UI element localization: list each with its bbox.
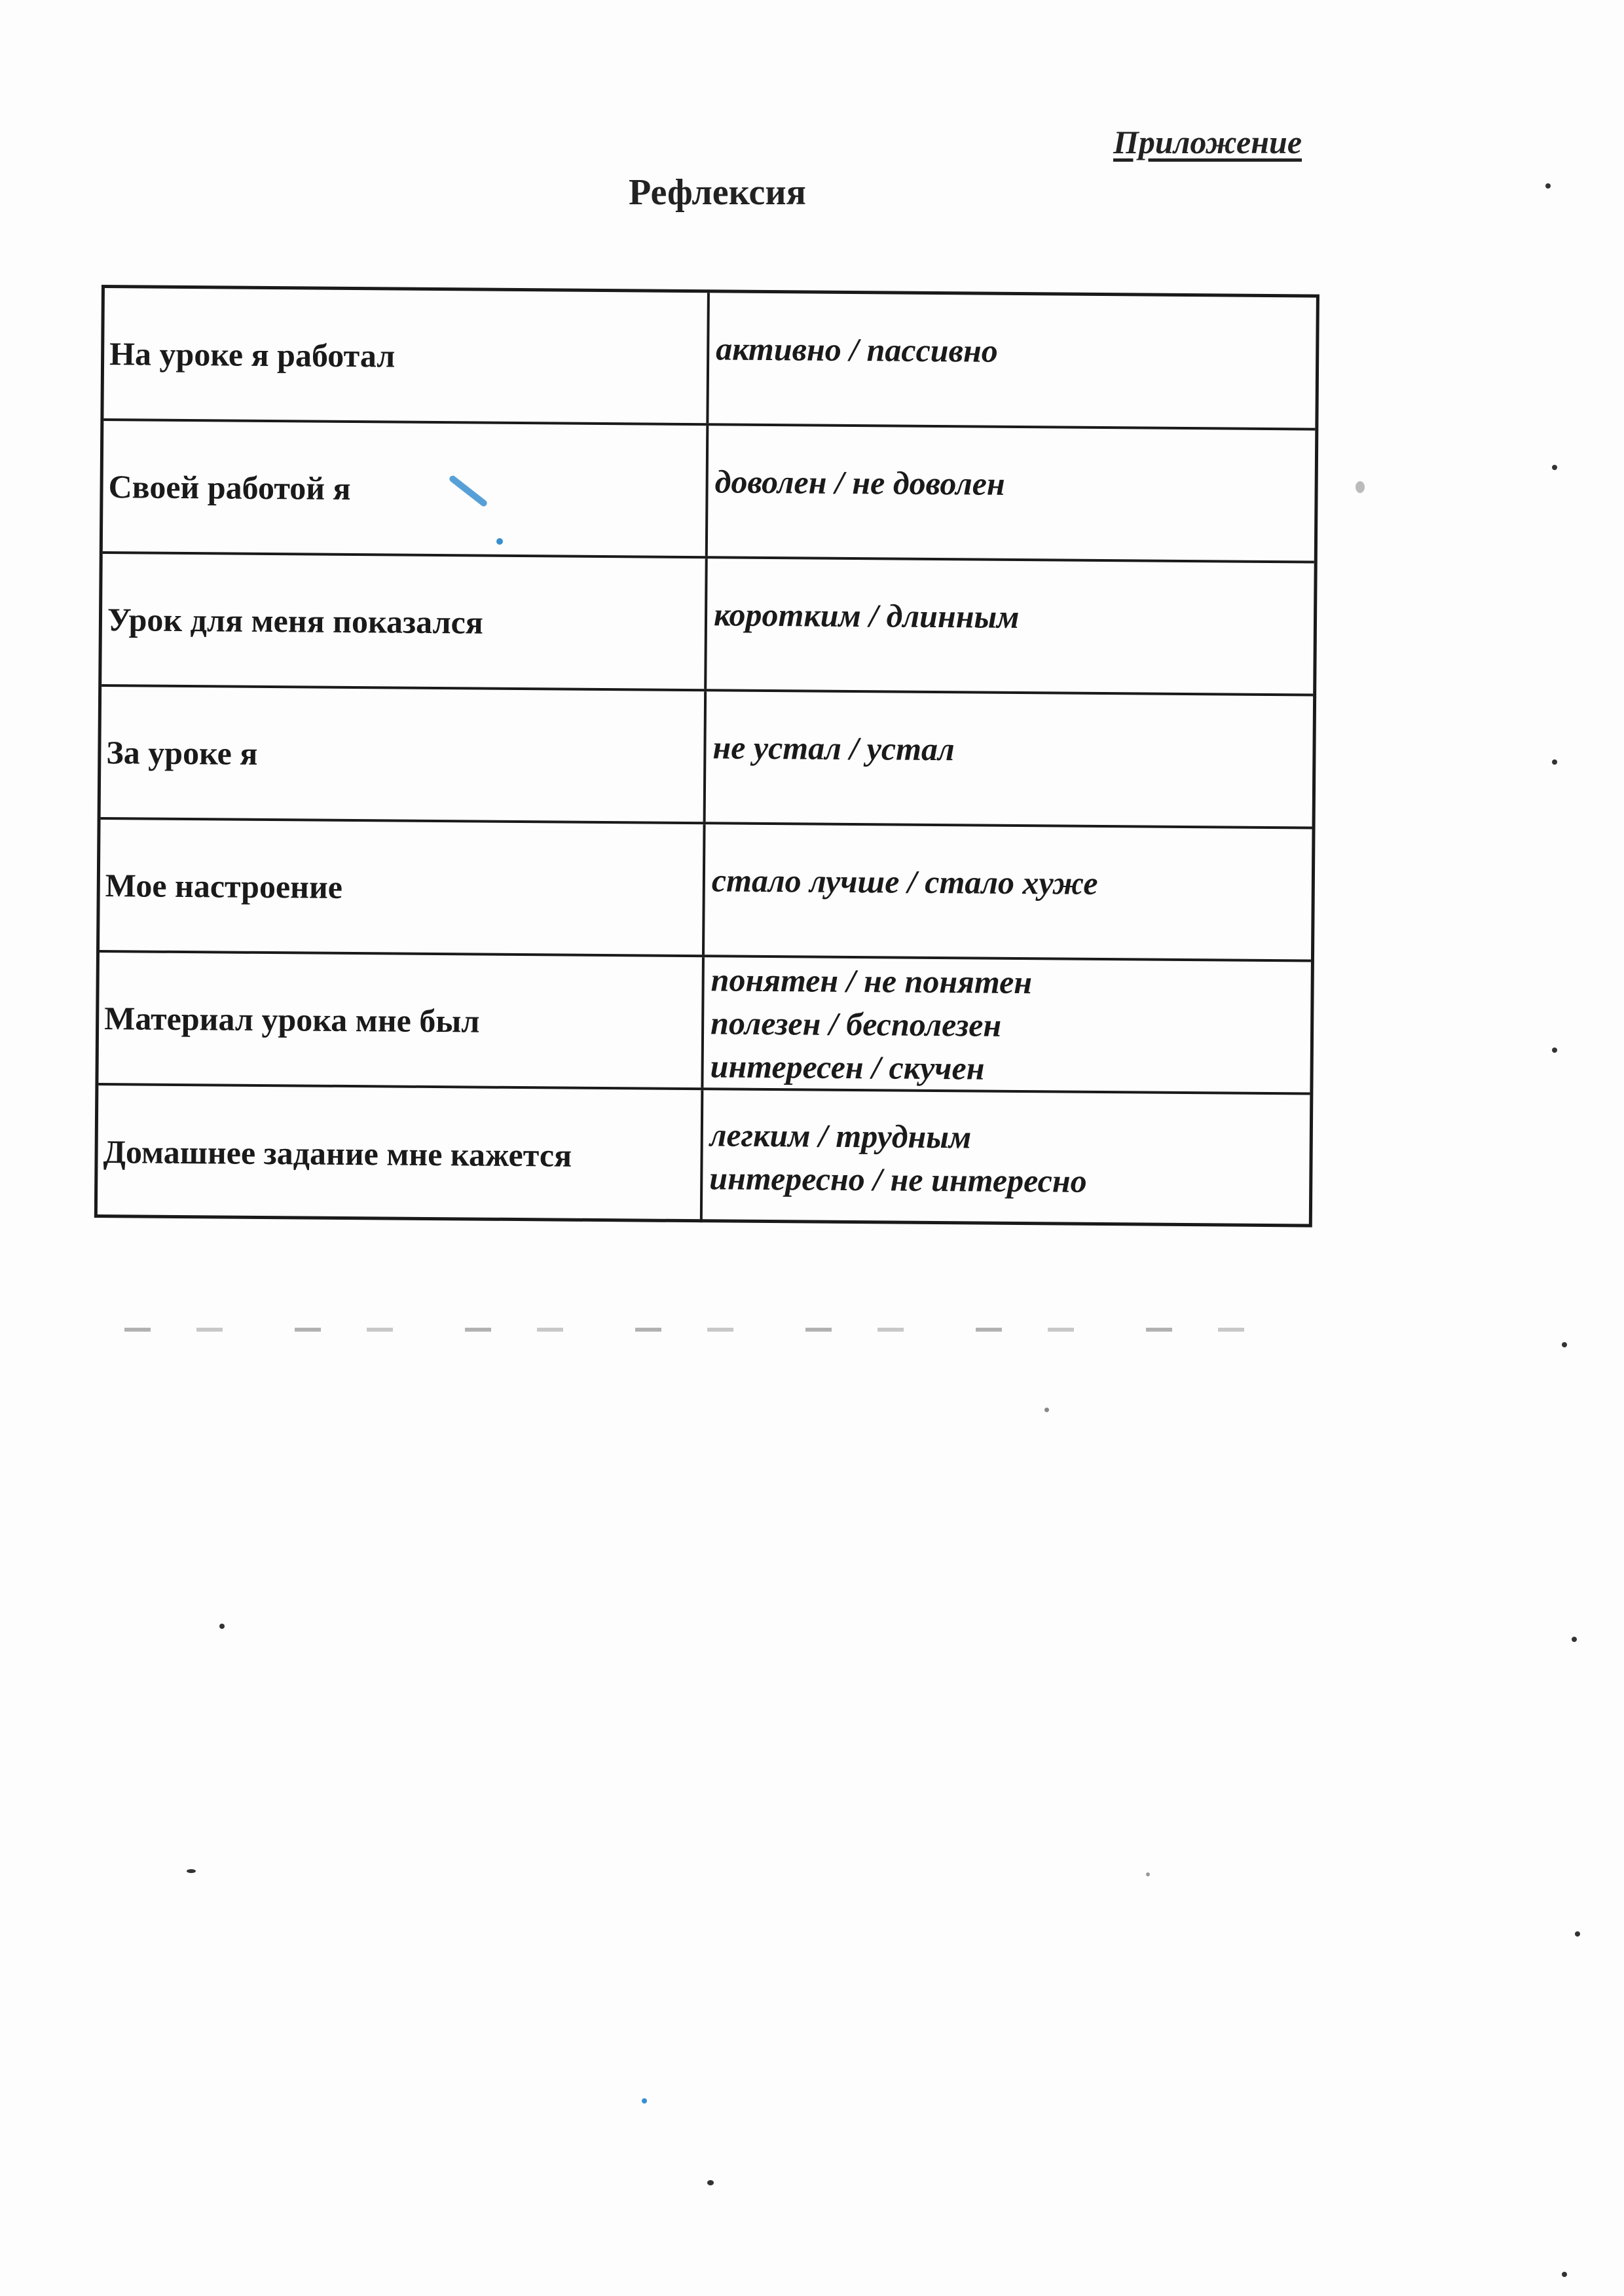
option-line: не устал / устал bbox=[712, 729, 955, 768]
option-line: стало лучше / стало хуже bbox=[711, 862, 1098, 902]
scan-artifact-line bbox=[124, 1328, 1303, 1332]
scan-speck bbox=[1552, 759, 1557, 765]
table-row bbox=[100, 820, 1312, 962]
scan-speck bbox=[1562, 1342, 1567, 1347]
option-line: активно / пассивно bbox=[716, 330, 998, 369]
page-title: Рефлексия bbox=[629, 172, 806, 213]
scan-speck bbox=[1552, 465, 1557, 470]
option-line: легким / трудным bbox=[709, 1116, 972, 1156]
scan-speck bbox=[1572, 1637, 1577, 1642]
column-divider bbox=[700, 1090, 704, 1222]
scan-speck bbox=[1356, 481, 1365, 493]
table-row bbox=[101, 687, 1314, 829]
scan-speck bbox=[1146, 1872, 1150, 1876]
prompt-cell: Материал урока мне был bbox=[103, 999, 480, 1040]
scan-speck bbox=[1044, 1408, 1049, 1412]
options-cell bbox=[710, 957, 1301, 1092]
scan-speck bbox=[219, 1624, 225, 1629]
options-cell bbox=[709, 1090, 1300, 1227]
column-divider bbox=[704, 558, 708, 689]
column-divider bbox=[705, 426, 709, 556]
options-cell bbox=[714, 426, 1305, 560]
table-row bbox=[98, 1085, 1310, 1228]
prompt-cell: Домашнее задание мне кажется bbox=[103, 1133, 572, 1174]
prompt-cell: На уроке я работал bbox=[109, 335, 396, 374]
option-line: полезен / бесполезен bbox=[710, 1004, 1002, 1044]
option-line: интересно / не интересно bbox=[709, 1159, 1087, 1199]
column-divider bbox=[701, 957, 705, 1087]
prompt-cell: За уроке я bbox=[106, 733, 258, 772]
options-cell bbox=[712, 691, 1303, 826]
scan-speck bbox=[1545, 183, 1551, 189]
scan-speck bbox=[1552, 1048, 1557, 1053]
column-divider bbox=[706, 293, 710, 423]
options-cell bbox=[713, 558, 1304, 693]
prompt-cell: Мое настроение bbox=[105, 866, 343, 905]
table-row bbox=[101, 554, 1314, 697]
option-line: понятен / не понятен bbox=[710, 960, 1033, 1000]
scan-speck bbox=[187, 1869, 196, 1873]
scan-speck bbox=[1575, 1931, 1580, 1937]
option-line: коротким / длинным bbox=[713, 596, 1020, 636]
table-row bbox=[103, 421, 1316, 564]
scan-speck bbox=[1562, 2272, 1567, 2277]
table-row bbox=[103, 288, 1316, 431]
scan-speck bbox=[707, 2180, 714, 2185]
option-line: доволен / не доволен bbox=[714, 463, 1005, 502]
scan-speck bbox=[642, 2098, 647, 2104]
option-line: интересен / скучен bbox=[710, 1047, 985, 1087]
options-cell bbox=[711, 824, 1302, 959]
prompt-cell: Урок для меня показался bbox=[107, 600, 484, 641]
options-cell bbox=[715, 293, 1306, 428]
table-row bbox=[98, 953, 1311, 1095]
ink-dot bbox=[496, 538, 503, 545]
column-divider bbox=[702, 824, 706, 955]
appendix-label: Приложение bbox=[1113, 124, 1302, 160]
reflection-table bbox=[94, 285, 1320, 1228]
prompt-cell: Своей работой я bbox=[108, 467, 351, 507]
column-divider bbox=[703, 691, 707, 822]
